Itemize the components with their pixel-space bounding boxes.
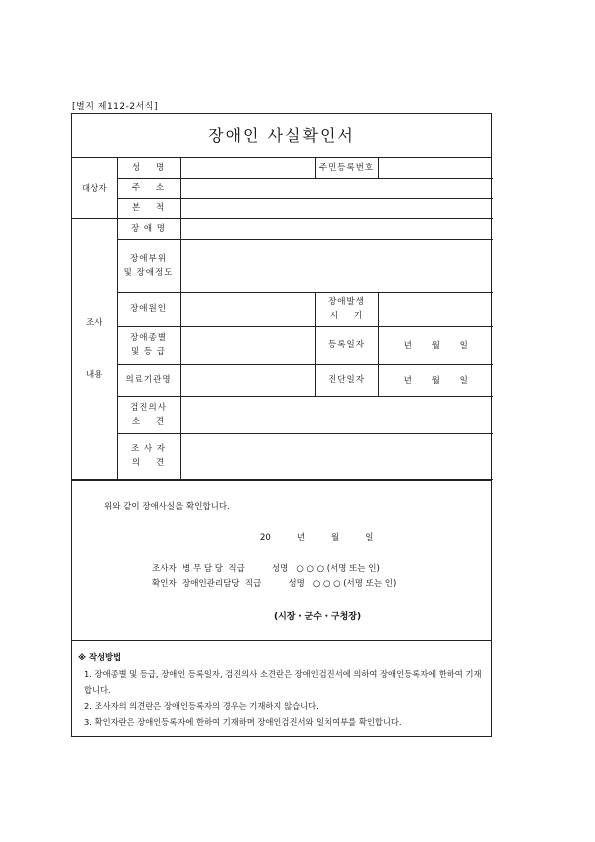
doctor-opinion-label: 검진의사 소 견 — [117, 396, 180, 433]
confirmation-date: 20 년 월 일 — [260, 532, 374, 543]
confirmation-section — [72, 480, 491, 640]
instructions-heading: ※ 작성방법 — [78, 651, 122, 662]
reg-date-label: 등록일자 — [315, 326, 378, 364]
confirmer-signature-row: 확인자 장애인관리담당 직급 성명 ○ ○ ○ (서명 또는 인) — [152, 578, 397, 589]
rrn-field[interactable] — [378, 158, 493, 178]
name-label: 성 명 — [117, 158, 180, 178]
onset-field[interactable] — [378, 292, 493, 326]
cause-field[interactable] — [180, 292, 315, 326]
name-field[interactable] — [180, 158, 315, 178]
disability-name-field[interactable] — [180, 218, 493, 239]
instruction-item: 1. 장애종별 및 등급, 장애인 등록일자, 검진의사 소견란은 장애인검진서에 의하여 장애인등록자에 한하여 기재합니다. — [84, 668, 482, 695]
type-grade-label: 장애종별 및 등 급 — [117, 326, 180, 364]
subject-group-label: 대상자 — [72, 158, 117, 218]
diag-date-field[interactable]: 년 월 일 — [378, 364, 493, 396]
instruction-item: 2. 조사자의 의견란은 장애인등록자의 경우는 기재하지 않습니다. — [84, 700, 319, 711]
doctor-opinion-field[interactable] — [180, 396, 493, 433]
confirmation-statement: 위와 같이 장애사실을 확인합니다. — [104, 501, 230, 512]
domicile-field[interactable] — [180, 198, 493, 218]
medical-org-field[interactable] — [180, 364, 315, 396]
investigator-opinion-label: 조 사 자 의 견 — [117, 433, 180, 479]
address-field[interactable] — [180, 178, 493, 198]
cause-label: 장애원인 — [117, 292, 180, 326]
body-part-field[interactable] — [180, 239, 493, 292]
form-number: [별지 제112-2서식] — [72, 102, 159, 112]
reg-date-field[interactable]: 년 월 일 — [378, 326, 493, 364]
onset-label: 장애발생 시 기 — [315, 292, 378, 326]
instructions — [72, 640, 491, 736]
address-label: 주 소 — [117, 178, 180, 198]
disability-name-label: 장 애 명 — [117, 218, 180, 239]
body-part-label: 장애부위 및 장애정도 — [117, 239, 180, 292]
medical-org-label: 의료기관명 — [117, 364, 180, 396]
type-grade-field[interactable] — [180, 326, 315, 364]
instruction-item: 3. 확인자란은 장애인등록자에 한하여 기재하며 장애인검진서와 일치여부를 확인합니다. — [84, 716, 402, 727]
domicile-label: 본 적 — [117, 198, 180, 218]
investigator-signature-row: 조사자 병 무 담 당 직급 성명 ○ ○ ○ (서명 또는 인) — [152, 563, 380, 574]
info-table — [72, 158, 493, 480]
rrn-label: 주민등록번호 — [315, 158, 378, 178]
investigator-opinion-field[interactable] — [180, 433, 493, 479]
issuing-authority: (시장・군수・구청장) — [274, 611, 362, 622]
survey-group-label: 조사 내용 — [72, 218, 117, 479]
form-title: 장애인 사실확인서 — [72, 114, 491, 158]
fact-confirmation-form — [71, 113, 492, 737]
diag-date-label: 진단일자 — [315, 364, 378, 396]
